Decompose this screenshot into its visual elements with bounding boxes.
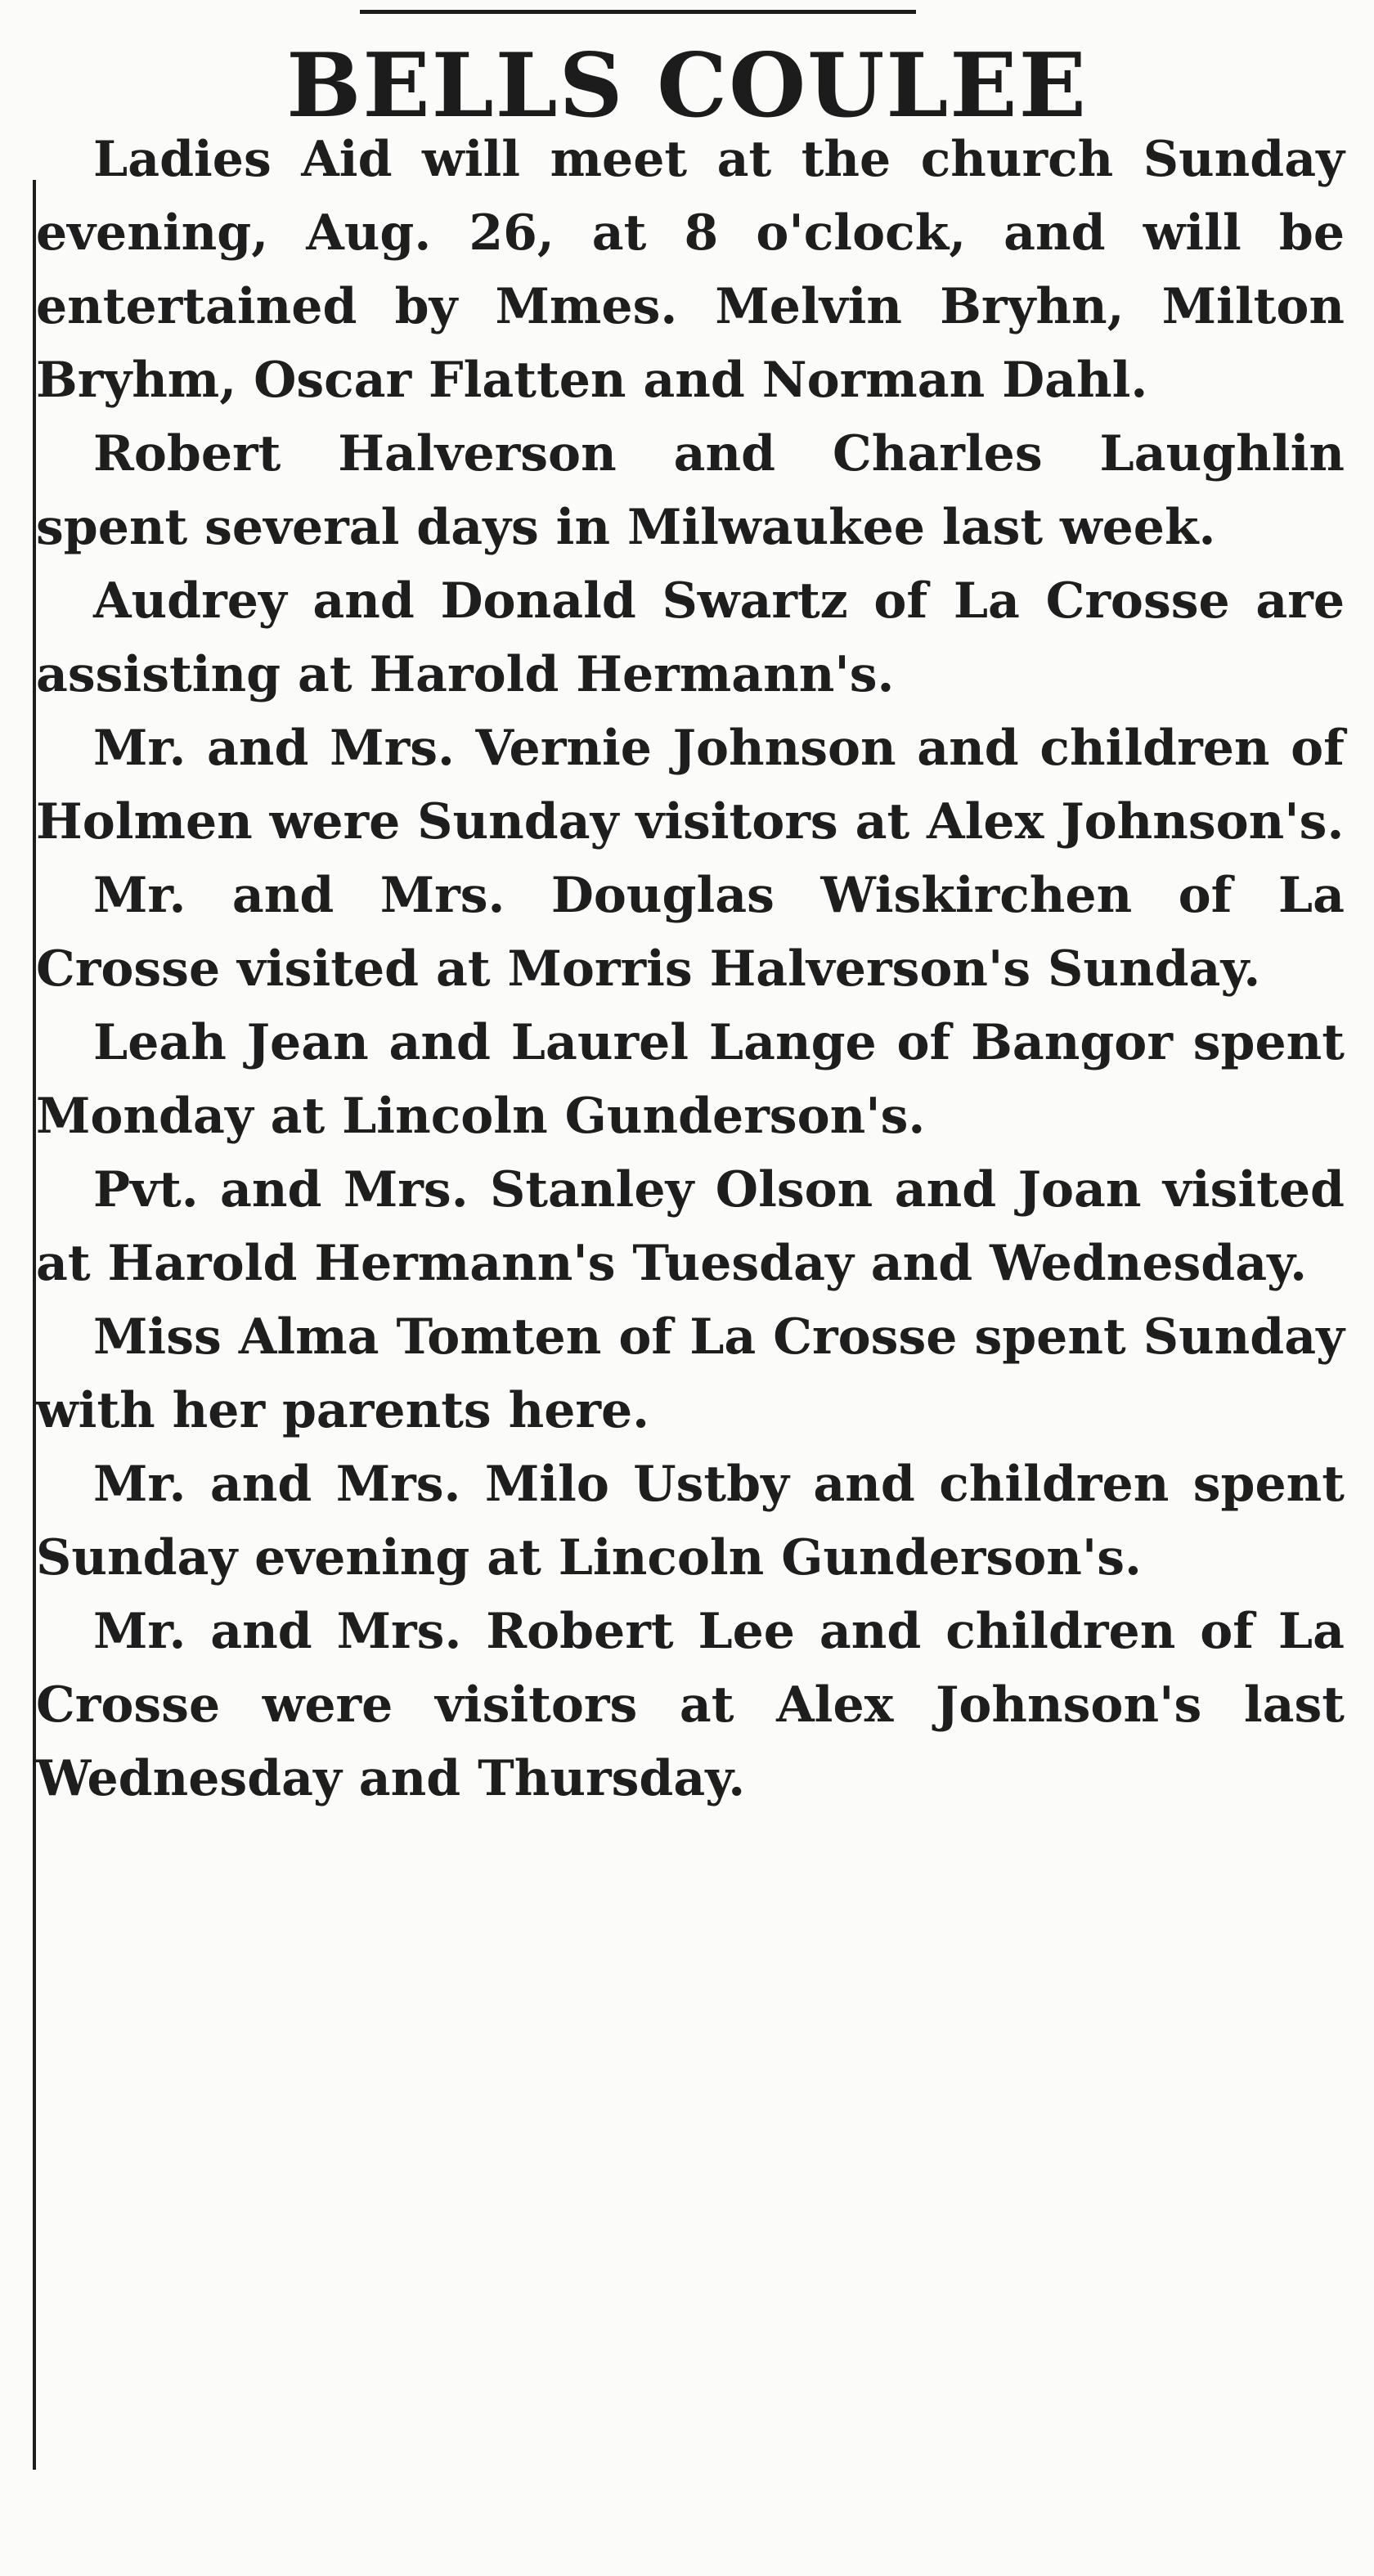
news-item: Pvt. and Mrs. Stanley Olson and Joan visited at Harold Hermann's Tuesday and Wednesday. (36, 1161, 1345, 1292)
news-item: Audrey and Donald Swartz of La Crosse are assisting at Harold Hermann's. (36, 572, 1345, 703)
news-item: Robert Halverson and Charles Laughlin spent several days in Milwaukee last week. (36, 425, 1345, 556)
news-items (36, 123, 1345, 1815)
top-rule (360, 10, 916, 14)
news-item: Mr. and Mrs. Robert Lee and children of La Crosse were visitors at Alex Johnson's last Wednesday and Thursday. (36, 1603, 1345, 1807)
news-item: Leah Jean and Laurel Lange of Bangor spent Monday at Lincoln Gunderson's. (36, 1014, 1345, 1145)
news-item: Mr. and Mrs. Milo Ustby and children spent Sunday evening at Lincoln Gunderson's. (36, 1456, 1345, 1586)
news-item: Ladies Aid will meet at the church Sunday evening, Aug. 26, at 8 o'clock, and will be entertained by Mmes. Melvin Bryhn, Milton Bryhm, Oscar Flatten and Norman Dahl. (36, 131, 1345, 409)
news-item: Miss Alma Tomten of La Crosse spent Sunday with her parents here. (36, 1308, 1345, 1439)
headline: BELLS COULEE (286, 34, 1088, 137)
news-item: Mr. and Mrs. Vernie Johnson and children of Holmen were Sunday visitors at Alex Johnson's. (36, 720, 1345, 850)
news-item: Mr. and Mrs. Douglas Wiskirchen of La Crosse visited at Morris Halverson's Sunday. (36, 867, 1345, 998)
